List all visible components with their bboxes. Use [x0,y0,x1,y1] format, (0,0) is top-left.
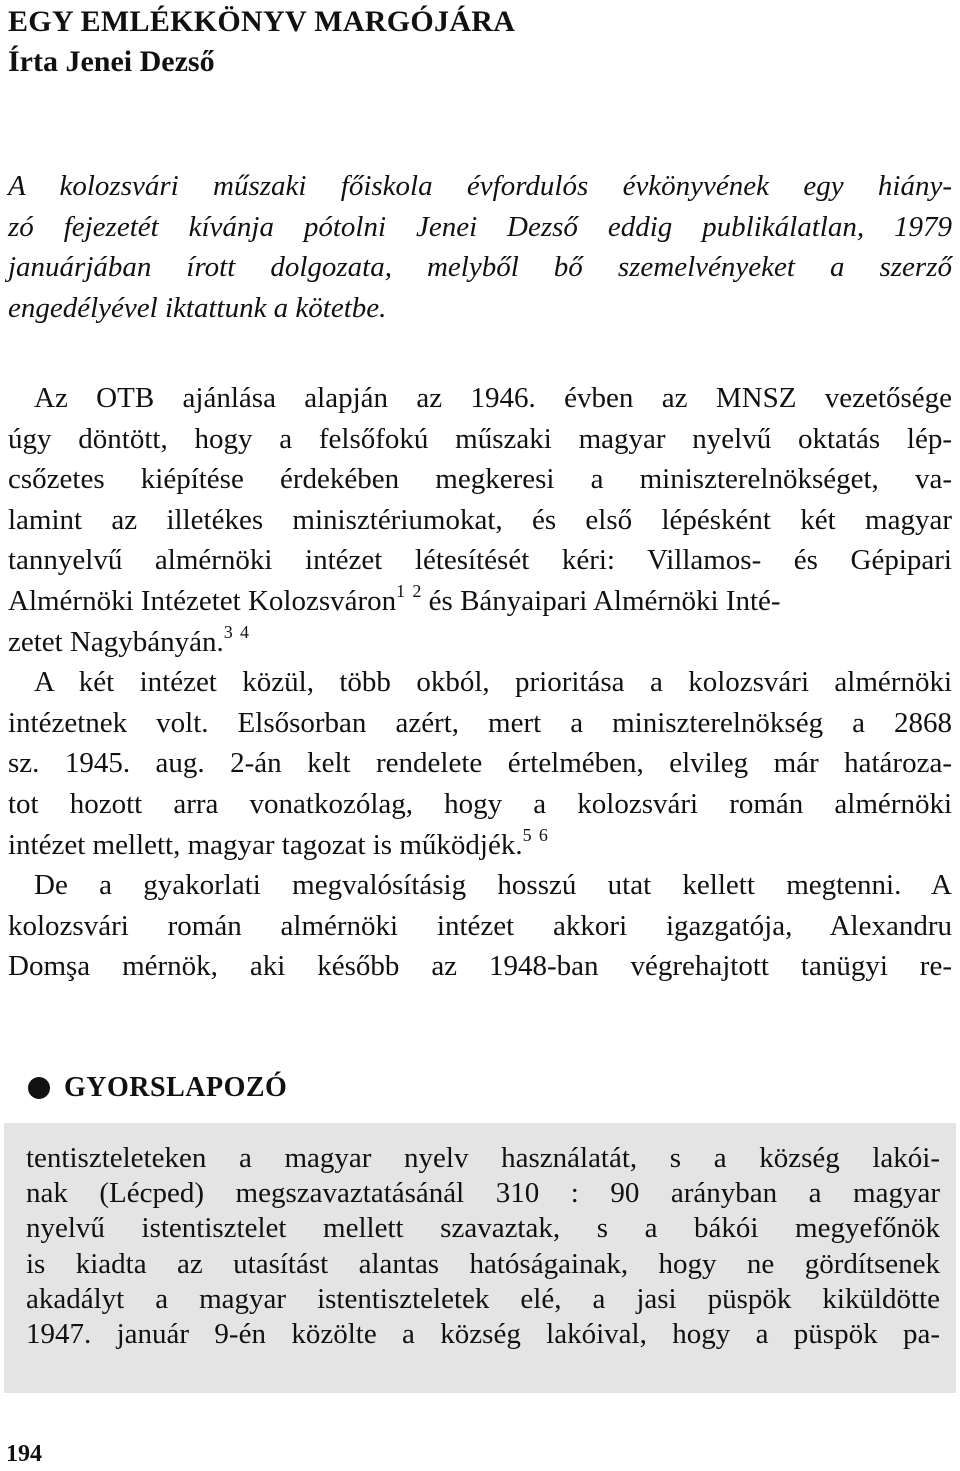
quick-excerpt-box [4,1123,956,1393]
page-number: 194 [6,1441,42,1467]
footnote-ref-2: 2 [412,581,422,602]
body-line: sz. 1945. aug. 2-án kelt rendelete értelmében, elvileg már határoza- [8,747,952,780]
excerpt-line: akadályt a magyar istentiszteletek elé, a jasi püspök kiküldötte [26,1282,940,1315]
article-title: EGY EMLÉKKÖNYV MARGÓJÁRA [8,5,516,38]
body-line: intézetnek volt. Elsősorban azért, mert a miniszterelnökség a 2868 [8,706,952,739]
bullet-icon [28,1077,50,1099]
quick-section-heading [28,1068,287,1108]
lead-line: A kolozsvári műszaki főiskola évfordulós évkönyvének egy hiány- [8,170,952,202]
lead-line: engedélyével iktattunk a kötetbe. [8,291,387,324]
body-line: úgy döntött, hogy a felsőfokú műszaki magyar nyelvű oktatás lép- [8,422,952,455]
footnote-ref-5: 5 [522,824,532,845]
lead-line: zó fejezetét kívánja pótolni Jenei Dezső eddig publikálatlan, 1979 [8,210,952,243]
body-text [8,378,952,987]
body-line: tot hozott arra vonatkozólag, hogy a kolozsvári román almérnöki [8,787,952,820]
body-line-part: zetet Nagybányán. [8,625,224,658]
body-line [8,622,952,663]
excerpt-line: is kiadta az utasítást alantas hatóságainak, hogy ne gördítsenek [26,1247,940,1280]
excerpt-line: nak (Lécped) megszavaztatásánál 310 : 90 arányban a magyar [26,1177,940,1210]
lead-paragraph [8,166,952,328]
body-line: Az OTB ajánlása alapján az 1946. évben az MNSZ vezetősége [34,382,952,414]
excerpt-line: 1947. január 9-én közölte a község lakóival, hogy a püspök pa- [26,1318,940,1351]
body-line-part: intézet mellett, magyar tagozat is működjék. [8,828,523,861]
article-byline: Írta Jenei Dezső [8,45,215,78]
excerpt-line: tentiszteleteken a magyar nyelv használatát, s a község lakói- [26,1142,940,1174]
footnote-ref-4: 4 [240,621,250,642]
footnote-ref-6: 6 [538,824,548,845]
body-line: csőzetes kiépítése érdekében megkeresi a miniszterelnökséget, va- [8,463,952,496]
quick-heading-label: GYORSLAPOZÓ [64,1072,288,1103]
body-line: kolozsvári román almérnöki intézet akkori igazgatója, Alexandru [8,909,952,942]
body-line-part: Almérnöki Intézetet Kolozsváron [8,584,397,617]
body-line-part: és Bányaipari Almérnöki Inté- [421,584,781,617]
body-line: A két intézet közül, több okból, prioritása a kolozsvári almérnöki [34,666,952,699]
body-line: tannyelvű almérnöki intézet létesítését kéri: Villamos- és Gépipari [8,544,952,577]
footnote-ref-3: 3 [223,621,233,642]
body-line: Domşa mérnök, aki később az 1948-ban végrehajtott tanügyi re- [8,950,952,983]
quick-excerpt-text [26,1141,940,1352]
excerpt-line: nyelvű istentisztelet mellett szavaztak, s a bákói megyefőnök [26,1212,940,1245]
lead-line: januárjában írott dolgozata, melyből bő szemelvényeket a szerző [8,251,952,283]
body-line [8,825,952,866]
body-line [8,581,952,622]
body-line: lamint az illetékes minisztériumokat, és első lépésként két magyar [8,503,952,536]
body-line: De a gyakorlati megvalósításig hosszú utat kellett megtenni. A [34,869,952,902]
footnote-ref-1: 1 [396,581,406,602]
